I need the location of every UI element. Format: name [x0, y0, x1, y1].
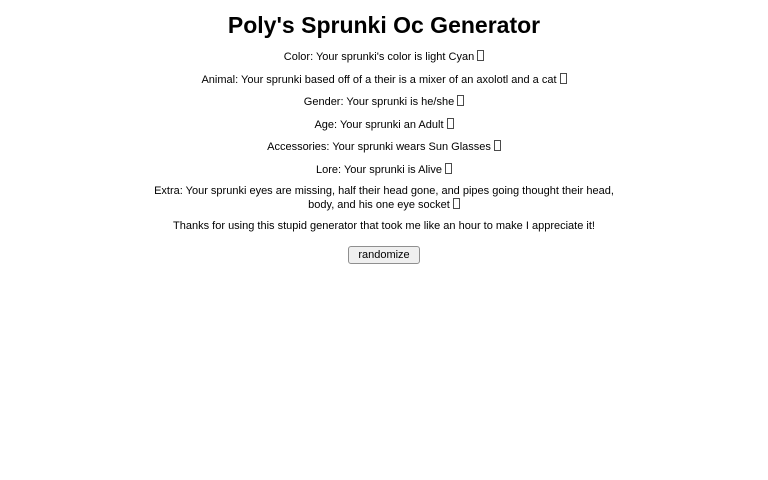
thanks-note [142, 220, 627, 233]
result-text-lore: Lore: Your sprunki is Alive [316, 163, 442, 176]
result-text-extra: Extra: Your sprunki eyes are missing, half their head gone, and pipes going thought their head, body, and his one eye socket [154, 185, 614, 211]
result-line-extra [142, 185, 627, 211]
result-line-lore [142, 163, 627, 177]
missing-emoji-glyph [447, 118, 454, 129]
button-row [142, 245, 627, 264]
result-text-age: Age: Your sprunki an Adult [314, 118, 444, 131]
result-line-animal [142, 73, 627, 87]
result-text-accessories: Accessories: Your sprunki wears Sun Glasses [267, 141, 491, 153]
page-title: Poly's Sprunki Oc Generator [227, 12, 541, 38]
result-line-accessories [142, 140, 627, 154]
results-list [142, 50, 627, 264]
result-line-gender [142, 95, 627, 109]
result-text-animal: Animal: Your sprunki based off of a their is a mixer of an axolotl and a cat [201, 73, 557, 86]
missing-emoji-glyph [560, 73, 567, 84]
thanks-text: Thanks for using this stupid generator that took me like an hour to make I appreciate it! [173, 220, 595, 232]
missing-emoji-glyph [457, 95, 464, 106]
missing-emoji-glyph [494, 140, 501, 151]
randomize-button[interactable]: randomize [348, 246, 419, 264]
missing-emoji-glyph [477, 50, 484, 61]
result-line-color [142, 50, 627, 64]
result-line-age [142, 118, 627, 132]
missing-emoji-glyph [445, 163, 452, 174]
result-text-gender: Gender: Your sprunki is he/she [303, 96, 455, 108]
missing-emoji-glyph [453, 198, 460, 209]
result-text-color: Color: Your sprunki's color is light Cyan [283, 51, 475, 63]
